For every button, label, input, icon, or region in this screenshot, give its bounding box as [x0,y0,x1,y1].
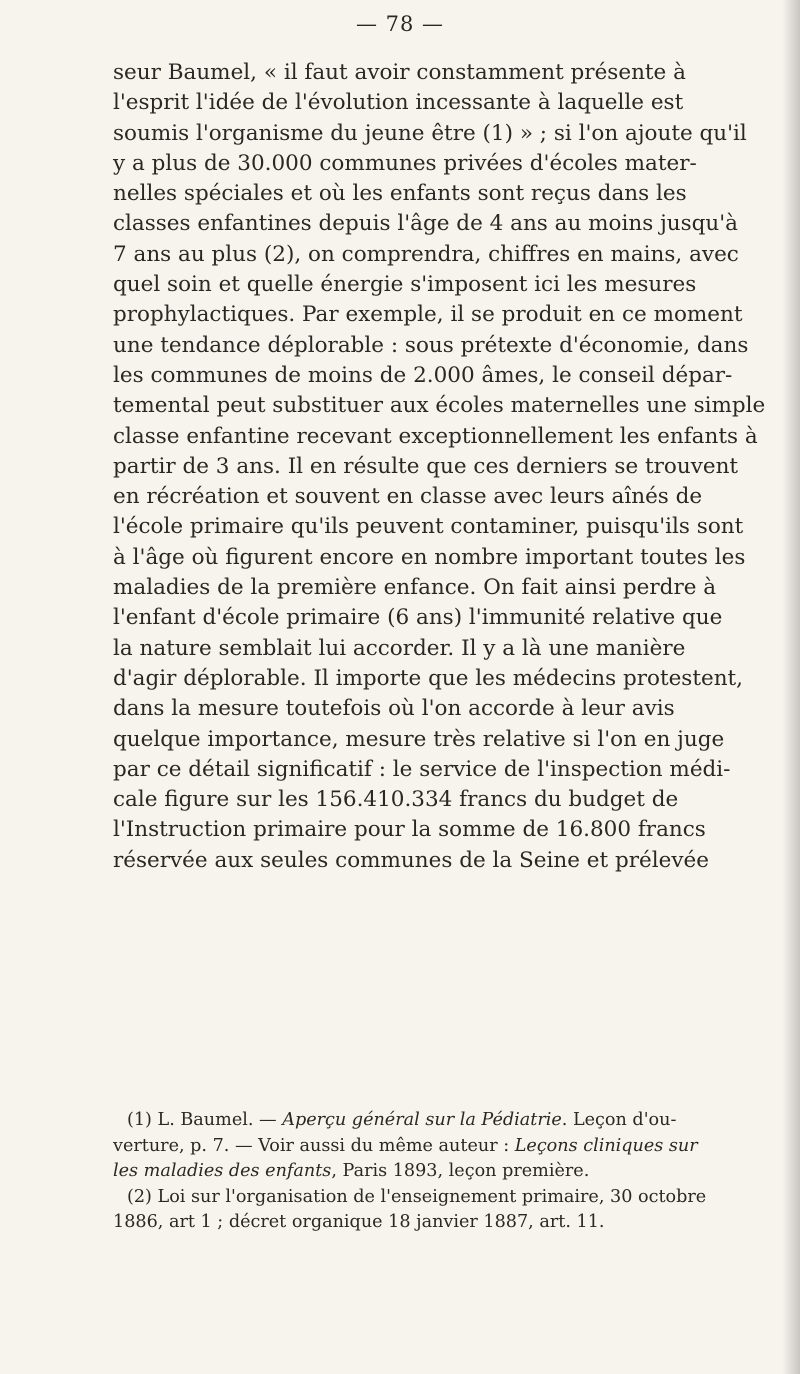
footnote-text: (1) L. Baumel. — [127,1110,283,1130]
text-line: les communes de moins de 2.000 âmes, le conseil dépar- [113,362,733,388]
text-line: quel soin et quelle énergie s'imposent ici les mesures [113,272,697,298]
page-number: — 78 — [355,12,445,36]
footnote-text: , Paris 1893, leçon première. [331,1161,590,1181]
text-line: l'enfant d'école primaire (6 ans) l'immunité relative que [113,605,723,631]
text-line: maladies de la première enfance. On fait ainsi perdre à [113,575,717,601]
footnote-title: Aperçu général sur la Pédiatrie [282,1110,562,1130]
body-text [113,58,766,876]
text-line: quelque importance, mesure très relative si l'on en juge [113,726,725,752]
text-line: nelles spéciales et où les enfants sont reçus dans les [113,181,687,207]
text-line: par ce détail significatif : le service de l'inspection médi- [113,756,731,782]
text-line: en récréation et souvent en classe avec leurs aînés de [113,484,703,510]
footnote-title: Leçons cliniques sur [514,1135,698,1156]
footnote-1-line [113,1159,653,1185]
footnote-title: les maladies des enfants [113,1161,332,1181]
text-line: 7 ans au plus (2), on comprendra, chiffres en mains, avec [113,241,739,267]
footnote-2-line: 1886, art 1 ; décret organique 18 janvier 1887, art. 11. [113,1212,605,1232]
footnote-2: (2) Loi sur l'organisation de l'enseignement primaire, 30 octobre [127,1186,707,1207]
footnotes [113,1108,707,1236]
text-line: d'agir déplorable. Il importe que les médecins protestent, [113,665,744,691]
text-line: une tendance déplorable : sous prétexte d'économie, dans [113,332,749,358]
text-line: l'école primaire qu'ils peuvent contaminer, puisqu'ils sont [113,514,744,540]
text-line: cale figure sur les 156.410.334 francs du budget de [113,787,679,813]
text-line: réservée aux seules communes de la Seine et prélevée [113,847,709,873]
text-line: classes enfantines depuis l'âge de 4 ans au moins jusqu'à [113,211,738,237]
footnote-text: verture, p. 7. — Voir aussi du même auteur : [113,1135,515,1156]
text-line: l'Instruction primaire pour la somme de 16.800 francs [113,817,706,843]
text-line: l'esprit l'idée de l'évolution incessante à laquelle est [113,90,684,116]
text-line: y a plus de 30.000 communes privées d'écoles mater- [113,150,697,176]
text-line: temental peut substituer aux écoles maternelles une simple [113,393,766,419]
text-line: la nature semblait lui accorder. Il y a là une manière [113,635,686,661]
text-line: prophylactiques. Par exemple, il se produit en ce moment [113,302,743,328]
text-line: seur Baumel, « il faut avoir constamment présente à [113,60,686,85]
page-edge-shadow [782,0,800,1374]
text-line: partir de 3 ans. Il en résulte que ces derniers se trouvent [113,453,739,479]
text-line: soumis l'organisme du jeune être (1) » ; si l'on ajoute qu'il [113,120,747,146]
footnote-1 [113,1108,677,1134]
text-line: dans la mesure toutefois où l'on accorde à leur avis [113,696,675,722]
footnote-1-line [113,1134,698,1160]
text-line: classe enfantine recevant exceptionnellement les enfants à [113,423,758,449]
footnote-text: . Leçon d'ou- [561,1110,677,1130]
text-line: à l'âge où figurent encore en nombre important toutes les [113,544,746,570]
